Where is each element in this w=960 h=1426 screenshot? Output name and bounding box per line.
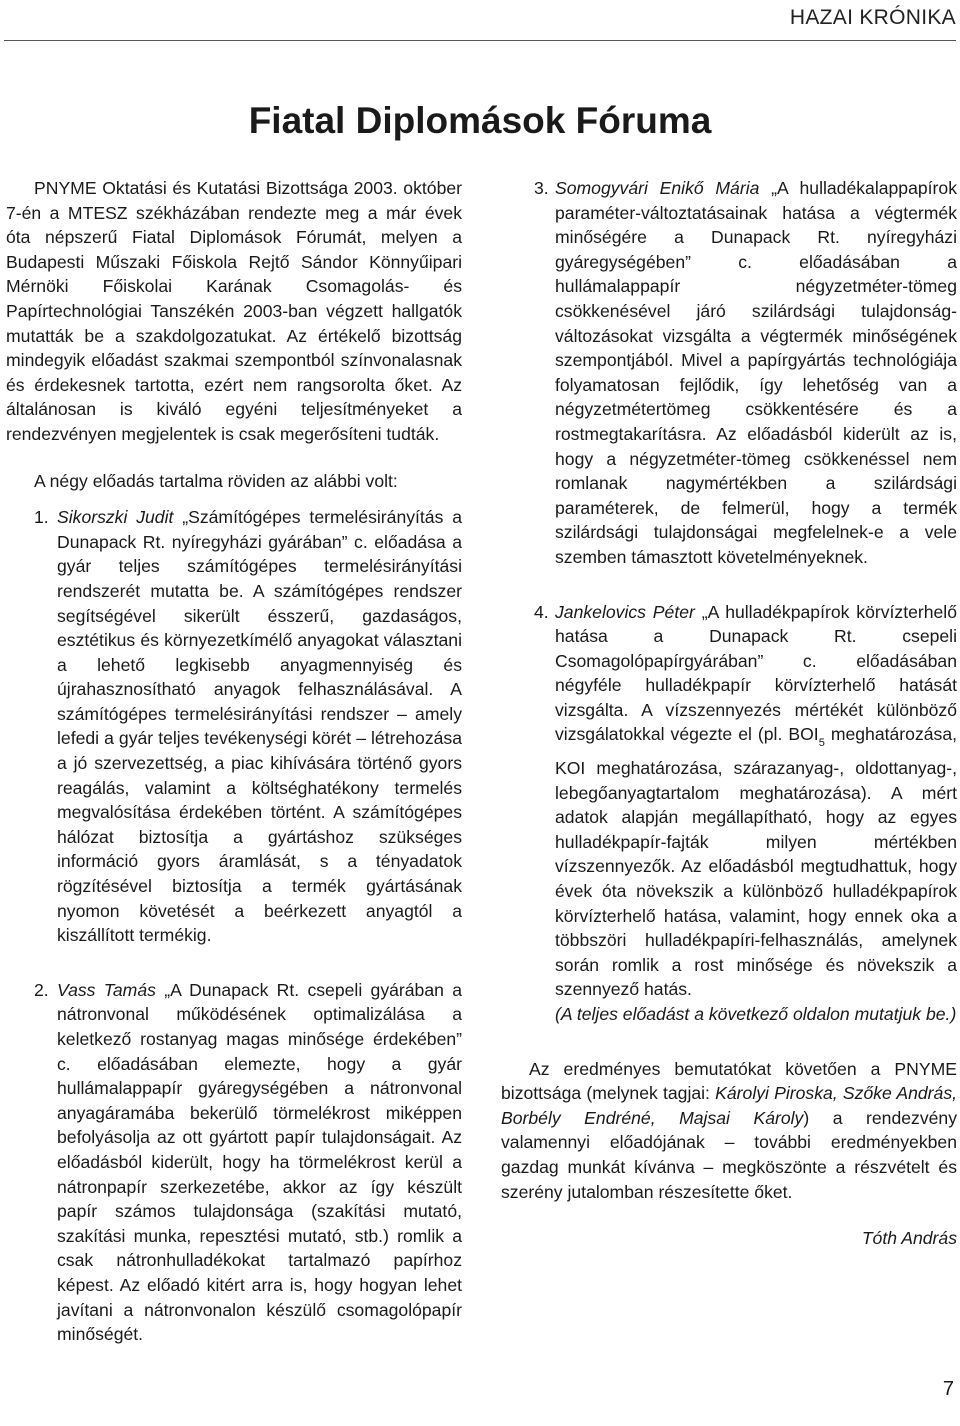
article-title-text: Fiatal Diplomások Fóruma <box>248 100 712 141</box>
list-item-text: „A hulladékpapírok körvízterhelő hatása a Dunapack Rt. csepeli Csomagolópapírgyárában” c. előadásában négyféle hulladékpapír körvízterhelő hatását vizsgálta. A vízszennyezés mértékét különböző vizsgálatokkal végezte el (pl. BOI <box>555 601 957 745</box>
list-item-author: Somogyvári Enikő Mária <box>555 178 760 198</box>
page-number: 7 <box>942 1378 954 1400</box>
list-item-text: „A hulladékalappapírok paraméter-változtatásainak hatása a végtermék minőségére a Dunapack Rt. nyíregyházi gyáregységében” c. előadásában a hullámalappapír négyzetméter-tömeg csökkenésével járó szilárdsági tulajdonság-változásokat vizsgálta a végtermék minőségének szempontjából. Mivel a papírgyártás technológiája folyamatosan fejlődik, így lehetőség van a négyzetmétertömeg csökkentésére és a rostmegtakarításra. Az előadásból kiderült az is, hogy a négyzetméter-tömeg csökkenéssel nem romlanak nagymértékben a szilárdsági paraméterek, de felmerül, hogy a termék szilárdsági tulajdonságai megfelelnek-e a vele szemben támasztott követelményeknek. <box>555 178 957 567</box>
committee-members: Károlyi Piroska, Szőke András, Borbély Endréné, Majsai Károly <box>501 1083 957 1128</box>
list-item-number: 2. <box>34 979 49 1000</box>
header-divider <box>4 40 956 41</box>
list-item-text-cont: meghatározása, KOI meghatározása, szárazanyag-, oldottanyag-, lebegőanyagtartalom meghatározása). A mért adatok alapján megállapítható, hogy az egyes hulladékpapír-fajták milyen mértékben vízszennyezők. Az előadásból megtudhattuk, hogy évek óta növekszik a különböző hulladékpapírok körvízterhelő hatása, valamint, hogy ennek oka a többszöri hulladékpapíri-felhasználás, amelynek során romlik a rost minősége és növekszik a szennyező hatás. <box>555 724 957 1000</box>
list-item-number: 1. <box>34 507 49 528</box>
closing-text-end: ) a rendezvény valamennyi előadójának – további eredményekben gazdag munkát kívánva – megköszönte a részvételt és szerény jutalomban részesítette őket. <box>501 1107 957 1202</box>
list-item <box>501 600 957 1027</box>
list-item-author: Vass Tamás <box>57 979 156 1000</box>
continuation-note: (A teljes előadást a következő oldalon mutatjuk be.) <box>555 1004 957 1024</box>
list-item <box>501 176 957 570</box>
article-title <box>0 100 960 142</box>
list-item-author: Sikorszki Judit <box>57 507 174 528</box>
author-signature: Tóth András <box>861 1228 957 1249</box>
list-item-text: „Számítógépes termelésirányítás a Dunapack Rt. nyíregyházi gyárában” c. előadása a gyár teljes számítógépes termelésirányítási rendszerét mutatta be. A számítógépes rendszer segítségével sikerült ésszerű, gazdaságos, esztétikus és környezetkímélő anyagokat választani a lehető legkisebb anyagmennyiség és újrahasznosítható anyagok felhasználásával. A számítógépes termelésirányítási rendszer – amely lefedi a gyár teljes tevékenységi körét – létrehozása a jó szervezettség, a piac kihívására történő gyors reagálás, valamint a költséghatékony termelés megvalósítása érdekében történt. A számítógépes hálózat biztosítja a gyártáshoz szükséges információ gyors áramlását, s a tényadatok rögzítésével biztosítja a termék gyártásának nyomon követését a beérkezett anyagtól a kiszállított termékig. <box>57 507 463 946</box>
section-header: HAZAI KRÓNIKA <box>789 6 956 29</box>
intro-paragraph: PNYME Oktatási és Kutatási Bizottsága 2003. október 7-én a MTESZ székházában rendezte meg a már évek óta népszerű Fiatal Diplomások Fórumát, melyen a Budapesti Műszaki Főiskola Rejtő Sándor Könnyűipari Mérnöki Főiskolai Karának Csomagolás- és Papírtechnológiai Tanszékén 2003-ban végzett hallgatók mutatták be a szakdolgozatukat. Az értékelő bizottság mindegyik előadást szakmai szempontból színvonalasnak és érdekesnek tartotta, ezért nem rangsorolta őket. Az általánosan is kiváló egyéni teljesítményeket a rendezvényen megjelentek is csak megerősíteni tudták. <box>6 178 462 444</box>
list-item-text: „A Dunapack Rt. csepeli gyárában a nátronvonal működésének optimalizálása a keletkező rostanyag magas minősége érdekében” c. előadásában elemezte, hogy a gyár hullámalappapír gyáregységében a nátronvonal anyagáramába bekerülő törmelékrost miképpen befolyásolja az ott gyártott papír tulajdonságait. Az előadásból kiderült, hogy ha törmelékrost kerül a nátronpapír szerkezetébe, akkor az így készült papír számos tulajdonsága (szakítási mutató, szakítási munka, repesztési mutató, stb.) romlik a csak nátronhulladékokat tartalmazó papírhoz képest. Az előadó kitért arra is, hogy hogyan lehet javítani a nátronvonalon készülő csomagolópapír minőségét. <box>57 979 462 1345</box>
subscript-five: 5 <box>818 737 825 750</box>
closing-paragraph <box>501 1057 957 1205</box>
right-column <box>501 176 957 1251</box>
list-item <box>6 505 462 948</box>
list-item-number: 3. <box>534 178 549 198</box>
left-column <box>6 176 462 1347</box>
list-item-author: Jankelovics Péter <box>555 601 695 622</box>
summary-heading: A négy előadás tartalma röviden az alábbi volt: <box>34 470 398 491</box>
closing-text-start: Az eredményes bemutatókat követően a PNYME bizottsága (melynek tagjai: <box>501 1058 957 1104</box>
list-item <box>6 978 462 1347</box>
list-item-number: 4. <box>534 601 549 622</box>
